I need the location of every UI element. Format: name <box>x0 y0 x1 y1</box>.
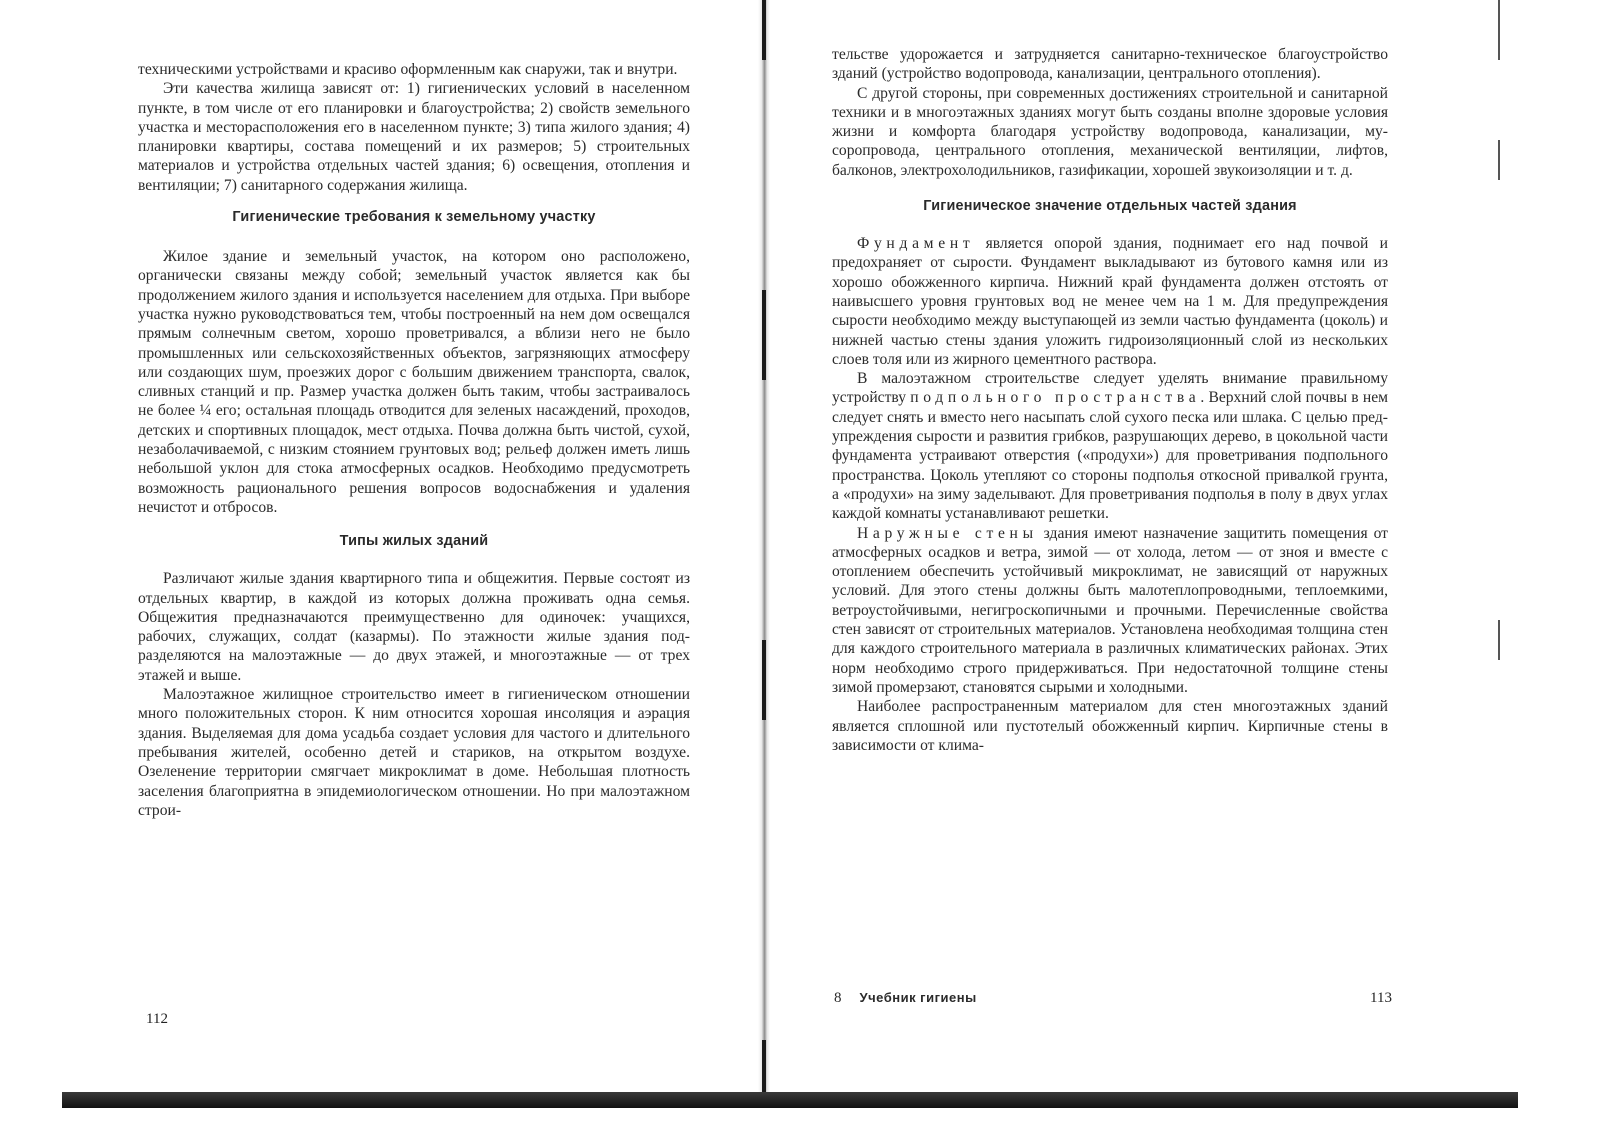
left-text-column <box>138 60 690 820</box>
paragraph: Малоэтажное жилищное строительство имеет в гигиеническом отношении много положительных сторон. К ним относится хорошая инсоляция и аэрация здания. Выделяемая для дома усадьба создает условия для частого и длительного пребывания жителей, особенно детей и стариков, на открытом воздухе. Озеленение территории смягчает микроклимат в доме. Небольшая плотность заселения благоприятна в эпидемиологическом отношении. Но при малоэтажном строи- <box>138 686 690 819</box>
paragraph-text: здания имеют назначение защитить помещения от атмосферных осадков и ветра, зимой — от холода, летом — от зноя и вместе с отоплением обеспечить устойчивый микроклимат, не зависящий от наружных условий. Для этого стены должны быть малотеплопроводными, теплоемкими, ветроустойчивыми, негигроскопичными и прочными. Перечисленные свойства стен зависят от строительных материалов. Установлена необходимая толщина стен для каждого строительного материала в различных климатических районах. Этих норм необходимо строго придерживаться. При недостаточной толщине стены зимой промерзают, становятся сырыми и холодными. <box>832 524 1388 696</box>
paragraph-text: . Верхний слой почвы в нем следует снять и вместо него насыпать слой сухого песка или шлака. С целью предупреждения сырости и развития грибков, разрушающих дерево, в цокольной части фундамента устраивают отверстия («продухи») для проветривания подпольного пространства. Цоколь утепляют со стороны подполья откосной привалкой грунта, а «продухи» на зиму заделывают. Для проветривания подполья в полу в двух углах каждой комнаты устанавливают решетки. <box>832 389 1388 523</box>
paragraph: Наиболее распространенным материалом для стен многоэтажных зданий является сплошной или пустотелый обожженный кирпич. Кирпичные стены в зависимости от клима- <box>832 698 1388 754</box>
signature-number: 8 <box>834 990 842 1006</box>
paragraph: Эти качества жилища зависят от: 1) гигиенических условий в населенном пункте, в том числе от его планировки и благоустройства; 2) свойств земельного участка и месторасположения его в населенном пункте; 3) типа жилого здания; 4) планировки квартиры, состава помещений и их размеров; 5) строительных материалов и устройства отдельных частей здания; 6) освещения, отопления и вентиляции; 7) санитарного содержания жилища. <box>138 80 690 194</box>
section-heading: Типы жилых зданий <box>339 533 489 550</box>
paragraph: Жилое здание и земельный участок, на котором оно расположено, органически связаны между собой; земельный участок является как бы продолжением жилого здания и используется населением для отдыха. При выборе участка нужно руководствоваться тем, чтобы построенный на нем дом освещался прямым солнечным светом, хорошо проветривался, а вблизи него не было промышленных или сельскохозяйственных объектов, загрязняющих атмосферу или создающих шум, проезжих дорог с большим движением транспорта, свалок, сливных станций и пр. Размер участка должен быть таким, чтобы застраивалось не более ¼ его; остальная площадь отводится для зеленых насаждений, проходов, детских и спортивных площадок, мест отдыха. Почва должна быть чистой, сухой, незаболачиваемой, с низким стоянием грунтовых вод; рельеф должен иметь лишь небольшой уклон для стока атмосферных осадков. Необходимо предусмотреть возможность рационального решения вопросов водоснабжения и удаления нечистот и отбросов. <box>138 248 690 516</box>
paragraph: С другой стороны, при современных достижениях строительной и санитарной техники и в многоэтажных зданиях могут быть созданы вполне здоровые условия жизни и комфорта благодаря устройству водопровода, канализации, мусоропровода, центрального отопления, механической вентиляции, лифтов, балконов, электрохолодильников, газификации, хорошей звукоизоляции и т. д. <box>832 84 1388 179</box>
paragraph-walls <box>832 524 1388 698</box>
paragraph: тельстве удорожается и затрудняется санитарно-техническое благоустройство зданий (устройство водопровода, канализации, центрального отопления). <box>832 46 1388 83</box>
paragraph-text: является опорой здания, поднимает его над почвой и предохраняет от сырости. Фундамент выкладывают из бутового камня или из хорошо обожженного кирпича. Нижний край фундамента должен отстоять от наивысшего уровня грунтовых вод не менее чем на 1 м. Для предупреждения сырости необходимо между выступающей из земли частью фундамента (цоколь) и нижней частью стены здания уложить гидроизоляционный слой из нескольких слоев толя или из жирного цементного раствора. <box>832 235 1388 368</box>
signature-title: Учебник гигиены <box>859 990 977 1005</box>
paragraph: техническими устройствами и красиво оформленным как снаружи, так и внутри. <box>138 61 678 78</box>
right-page <box>770 0 1600 1132</box>
left-page <box>0 0 770 1132</box>
term-walls: Наружные стены <box>856 524 1038 542</box>
term-foundation: Фундамент <box>856 235 975 253</box>
paragraph: Различают жилые здания квартирного типа и общежития. Первые состоят из отдельных квартир, в каждой из которых должна проживать одна семья. Общежития предназначаются преимущественно для одиночек: учащихся, рабочих, служащих, солдат (казармы). По этажности жилые здания подразделяются на малоэтажные — до двух этажей, и многоэтажные — от трех этажей и выше. <box>138 570 690 684</box>
printer-signature <box>834 990 977 1007</box>
page-number: 113 <box>1370 990 1392 1006</box>
term-underfloor: подпольного пространства <box>910 389 1201 407</box>
section-heading: Гигиеническое значение отдельных частей здания <box>923 198 1297 215</box>
paragraph-foundation <box>832 234 1388 369</box>
paragraph-text: В малоэтажном строительстве следует уделять внимание правильному устройству <box>832 370 1388 407</box>
right-text-column <box>832 45 1388 755</box>
paragraph-underfloor <box>832 369 1388 523</box>
section-heading: Гигиенические требования к земельному участку <box>232 209 596 226</box>
page-number: 112 <box>146 1011 168 1027</box>
